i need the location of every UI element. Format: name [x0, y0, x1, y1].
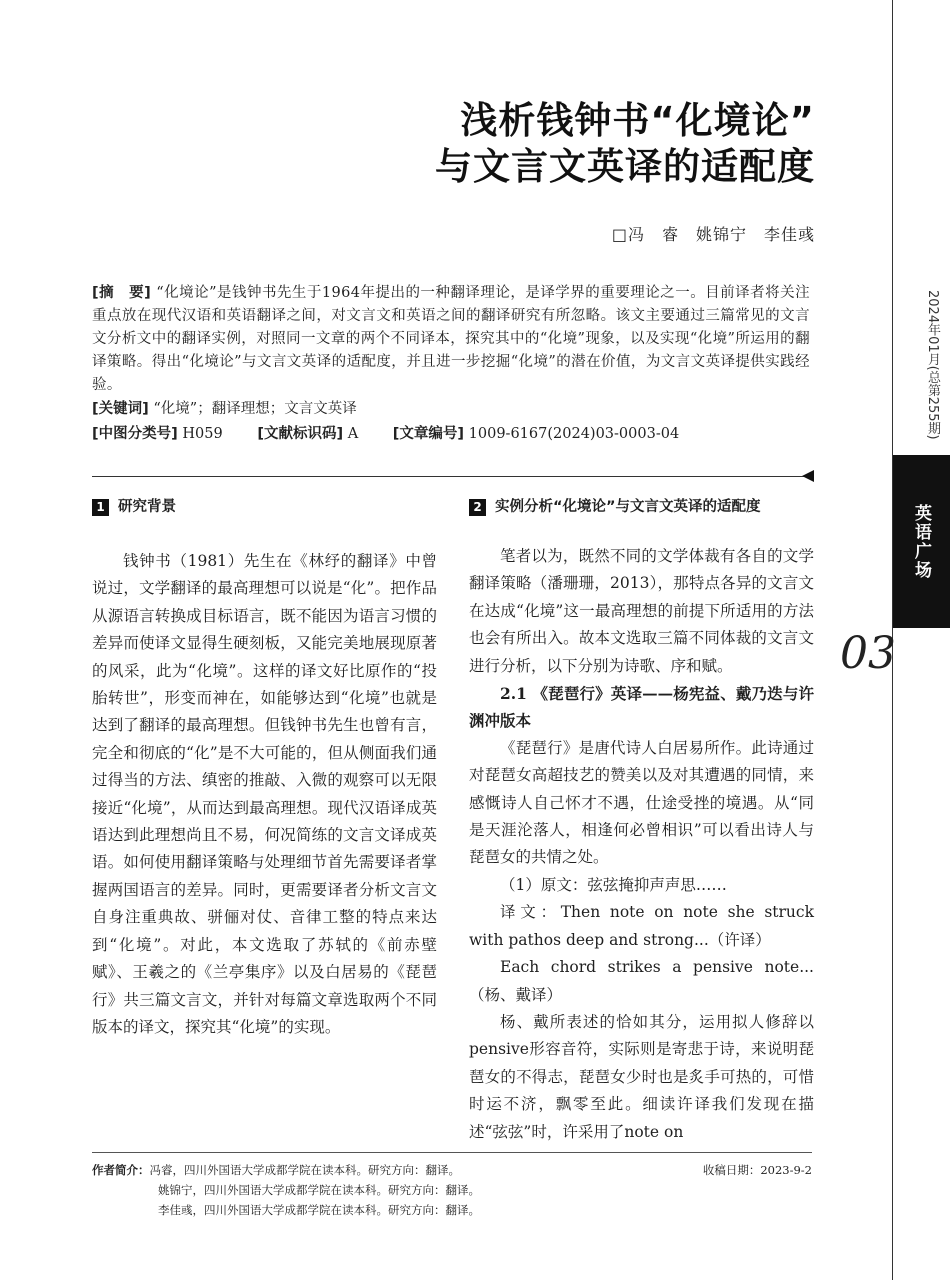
keywords [92, 398, 810, 421]
section-1-number: 1 [92, 499, 109, 516]
column-right [469, 496, 814, 1146]
translation-label: 译文： [500, 903, 561, 922]
section-1-paragraph: 钱钟书（1981）先生在《林纾的翻译》中曾说过，文学翻译的最高理想可以说是“化”。把作品从源语言转换成目标语言，既不能因为语言习惯的差异而使译文显得生硬刻板，又能完美地展现原著的风采，此为“化境”。这样的译文好比原作的“投胎转世”，形变而神在，如能够达到“化境”也就是达到了翻译的最高理想。但钱钟书先生也曾有言，完全和彻底的“化”是不大可能的，但从侧面我们通过得当的方法、缜密的推敲、入微的观察可以无限接近“化境”，从而达到最高理想。现代汉语译成英语达到此理想尚且不易，何况简练的文言文译成英语。如何使用翻译策略与处理细节首先需要译者掌握两国语言的差异。同时，更需要译者分析文言文自身注重典故、骈俪对仗、音律工整的特点来达到“化境”。对此，本文选取了苏轼的《前赤壁赋》、王羲之的《兰亭集序》以及白居易的《琵琶行》共三篇文言文，并针对每篇文章选取两个不同版本的译文，探究其“化境”的实现。 [92, 552, 437, 1036]
keywords-label: [关键词] [92, 401, 149, 417]
section-2-number: 2 [469, 499, 486, 516]
divider-arrow-icon [802, 470, 814, 482]
section-1-title: 研究背景 [118, 499, 176, 515]
article-title [435, 98, 815, 190]
translation-yang: Each chord strikes a pensive note...（杨、戴译） [469, 958, 814, 1004]
author-note-1-text: 冯睿，四川外国语大学成都学院在读本科。研究方向：翻译。 [149, 1163, 460, 1177]
abstract-text: “化境论”是钱钟书先生于1964年提出的一种翻译理论，是译学界的重要理论之一。目前译者将关注重点放在现代汉语和英语翻译之间，对文言文和英语之间的翻译研究有所忽略。该文主要通过三篇常见的文言文分析文中的翻译实例，对照同一文章的两个不同译本，探究其中的“化境”现象，以及实现“化境”所运用的翻译策略。得出“化境论”与文言文英译的适配度，并且进一步挖掘“化境”的潜在价值，为文言文英译提供实践经验。 [92, 285, 811, 393]
issue-label: 2024年01月(总第255期) [925, 290, 940, 440]
section-2-heading [469, 496, 814, 518]
clc-value: H059 [182, 426, 223, 442]
column-left [92, 496, 437, 1041]
translation-xu-text: Then note on note she struck with pathos deep and strong...（许译） [469, 903, 814, 949]
doc-code-label: [文献标识码] [257, 426, 344, 442]
page-number: 03 [840, 628, 896, 679]
article-id-value: 1009-6167(2024)03-0003-04 [468, 426, 680, 442]
abstract [92, 282, 810, 397]
example-label: （1）原文： [500, 875, 588, 894]
abstract-label: [摘 要] [92, 285, 152, 301]
section-tab [893, 455, 950, 628]
subsection-2-1-intro: 《琵琶行》是唐代诗人白居易所作。此诗通过对琵琶女高超技艺的赞美以及对其遭遇的同情，来感慨诗人自己怀才不遇，仕途受挫的境遇。从“同是天涯沦落人，相逢何必曾相识”可以看出诗人与琵琶女的共情之处。 [469, 738, 814, 867]
analysis-paragraph: 杨、戴所表述的恰如其分，运用拟人修辞以pensive形容音符，实际则是寄悲于诗，来说明琵琶女的不得志，琵琶女少时也是炙手可热的，可惜时运不济，飘零至此。细读许译我们发现在描述“弦弦”时，许采用了note on [469, 1012, 814, 1141]
example-original [469, 872, 814, 899]
author-notes [92, 1160, 812, 1220]
abstract-divider [92, 476, 804, 477]
received-date: 收稿日期：2023-9-2 [702, 1163, 812, 1177]
title-line-1: 浅析钱钟书“化境论” [460, 99, 815, 142]
section-tab-label: 英语广场 [911, 503, 931, 580]
classification-row [92, 423, 810, 446]
keywords-text: “化境”；翻译理想；文言文英译 [153, 401, 357, 417]
translation-xu [469, 899, 814, 954]
section-2-intro: 笔者以为，既然不同的文学体裁有各自的文学翻译策略（潘珊珊，2013），那特点各异的文言文在达成“化境”这一最高理想的前提下所适用的方法也会有所出入。故本文选取三篇不同体裁的文言文进行分析，以下分别为诗歌、序和赋。 [469, 547, 814, 675]
section-1-heading [92, 496, 437, 518]
author-list: □冯 睿 姚锦宁 李佳彧 [611, 225, 815, 244]
subsection-2-1-heading: 2.1 《琵琶行》英译——杨宪益、戴乃迭与许渊冲版本 [469, 684, 814, 731]
author-note-3: 李佳彧，四川外国语大学成都学院在读本科。研究方向：翻译。 [158, 1203, 480, 1217]
author-note-label: 作者简介： [92, 1163, 150, 1177]
article-id-label: [文章编号] [392, 426, 465, 442]
author-note-2: 姚锦宁，四川外国语大学成都学院在读本科。研究方向：翻译。 [158, 1183, 480, 1197]
clc-label: [中图分类号] [92, 426, 178, 442]
footer-rule [92, 1152, 812, 1153]
doc-code-value: A [347, 426, 359, 442]
section-2-title: 实例分析“化境论”与文言文英译的适配度 [495, 499, 761, 515]
example-source: 弦弦掩抑声声思…… [587, 875, 727, 894]
title-line-2: 与文言文英译的适配度 [435, 145, 815, 188]
